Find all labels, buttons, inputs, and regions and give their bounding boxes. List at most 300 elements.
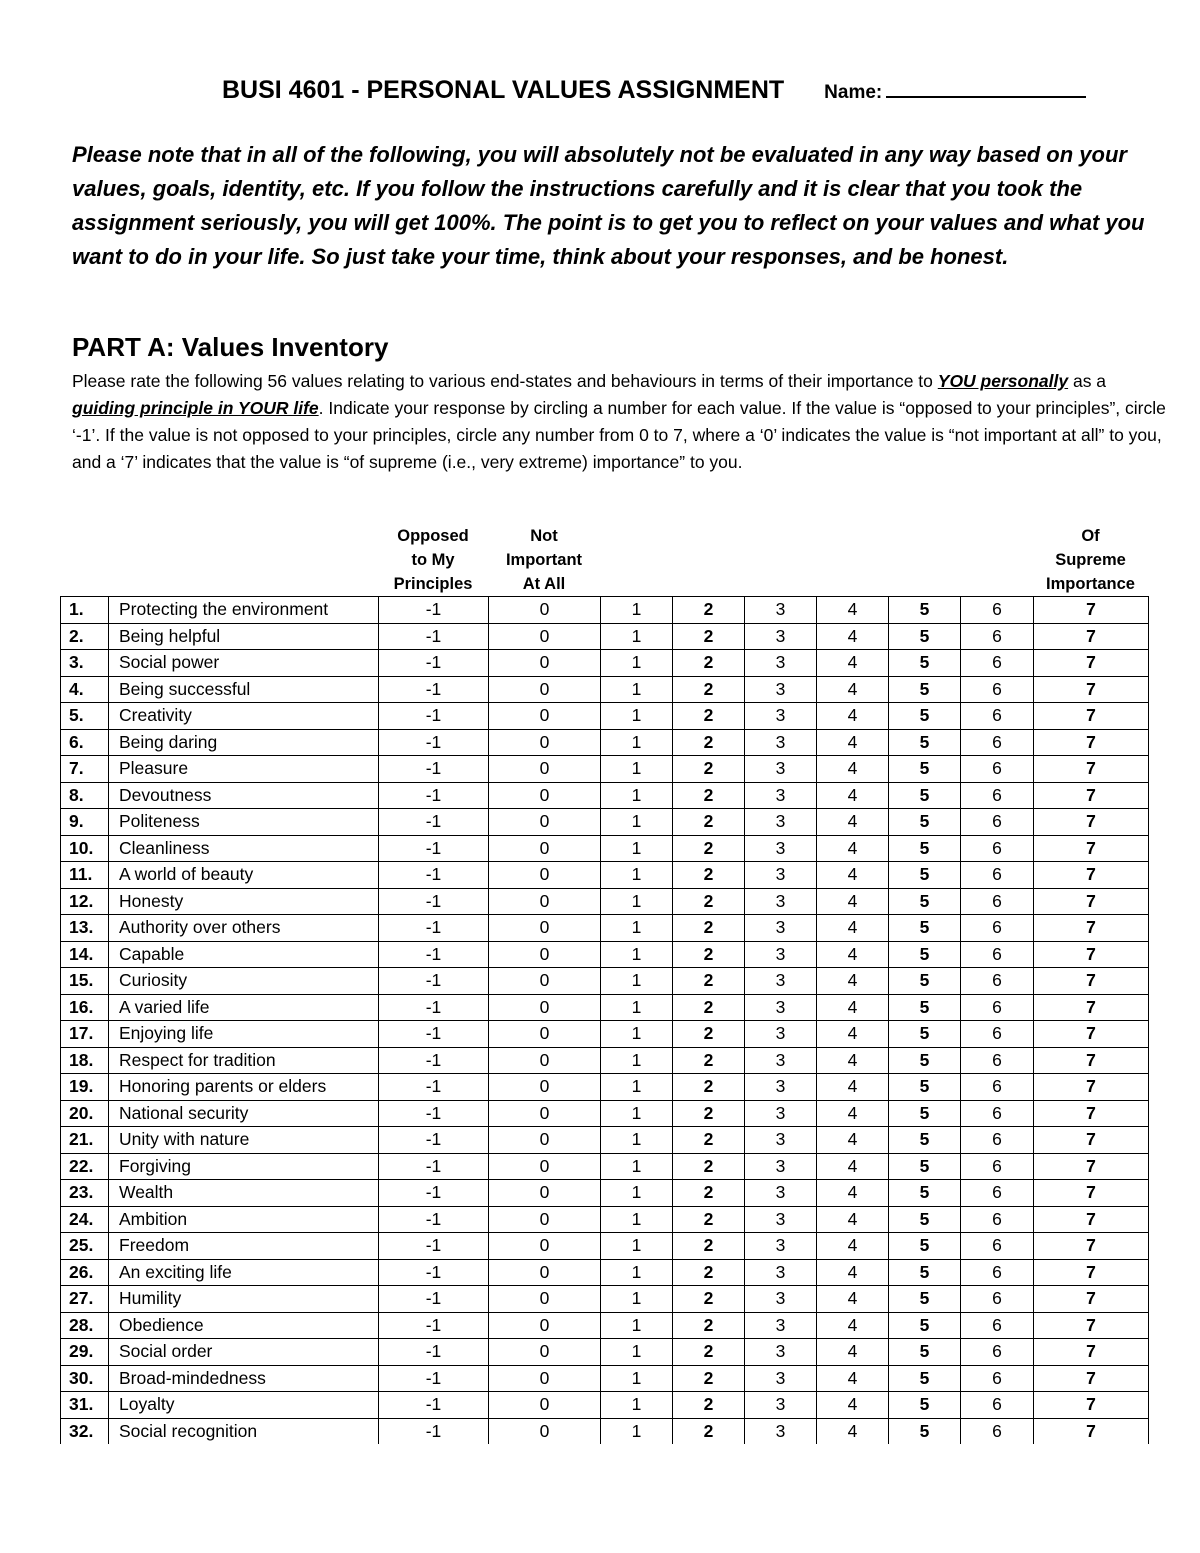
rating-option[interactable]: -1 — [379, 968, 489, 995]
rating-option[interactable]: 7 — [1034, 756, 1149, 783]
rating-option[interactable]: 7 — [1034, 1021, 1149, 1048]
rating-option[interactable]: 6 — [961, 862, 1034, 889]
rating-option[interactable]: 0 — [489, 756, 601, 783]
rating-option[interactable]: 1 — [601, 1127, 673, 1154]
rating-option[interactable]: 6 — [961, 1074, 1034, 1101]
rating-option[interactable]: 7 — [1034, 1365, 1149, 1392]
rating-option[interactable]: 6 — [961, 1021, 1034, 1048]
rating-option[interactable]: -1 — [379, 1047, 489, 1074]
value-number: 28. — [61, 1312, 109, 1339]
rating-option[interactable]: 6 — [961, 782, 1034, 809]
rating-option[interactable]: 0 — [489, 1100, 601, 1127]
rating-option[interactable]: 0 — [489, 888, 601, 915]
rating-option[interactable]: 5 — [889, 756, 961, 783]
rating-option[interactable]: 2 — [673, 862, 745, 889]
rating-option[interactable]: 5 — [889, 1074, 961, 1101]
rating-option[interactable]: 1 — [601, 703, 673, 730]
rating-option[interactable]: 3 — [745, 1074, 817, 1101]
rating-option[interactable]: 6 — [961, 994, 1034, 1021]
rating-option[interactable]: 1 — [601, 623, 673, 650]
rating-option[interactable]: -1 — [379, 703, 489, 730]
rating-option[interactable]: 4 — [817, 1312, 889, 1339]
rating-option[interactable]: 7 — [1034, 1100, 1149, 1127]
rating-option[interactable]: 2 — [673, 994, 745, 1021]
rating-option[interactable]: -1 — [379, 1074, 489, 1101]
rating-option[interactable]: 0 — [489, 809, 601, 836]
rating-option[interactable]: 4 — [817, 1127, 889, 1154]
rating-option[interactable]: 5 — [889, 1206, 961, 1233]
rating-option[interactable]: 7 — [1034, 862, 1149, 889]
rating-option[interactable]: 4 — [817, 862, 889, 889]
rating-option[interactable]: 6 — [961, 1312, 1034, 1339]
rating-option[interactable]: 1 — [601, 650, 673, 677]
rating-option[interactable]: 2 — [673, 835, 745, 862]
rating-option[interactable]: 1 — [601, 915, 673, 942]
rating-option[interactable]: 6 — [961, 968, 1034, 995]
rating-option[interactable]: 7 — [1034, 782, 1149, 809]
rating-option[interactable]: -1 — [379, 1127, 489, 1154]
rating-option[interactable]: 0 — [489, 1418, 601, 1444]
rating-option[interactable]: -1 — [379, 1180, 489, 1207]
rating-option[interactable]: 4 — [817, 1418, 889, 1444]
rating-option[interactable]: -1 — [379, 1233, 489, 1260]
rating-option[interactable]: 7 — [1034, 1047, 1149, 1074]
rating-option[interactable]: 4 — [817, 650, 889, 677]
rating-option[interactable]: -1 — [379, 1365, 489, 1392]
rating-option[interactable]: 6 — [961, 1180, 1034, 1207]
rating-option[interactable]: 0 — [489, 915, 601, 942]
rating-option[interactable]: 2 — [673, 729, 745, 756]
rating-option[interactable]: 4 — [817, 1392, 889, 1419]
rating-option[interactable]: 1 — [601, 676, 673, 703]
rating-option[interactable]: -1 — [379, 1392, 489, 1419]
rating-option[interactable]: 6 — [961, 650, 1034, 677]
rating-option[interactable]: 1 — [601, 1021, 673, 1048]
rating-option[interactable]: 5 — [889, 597, 961, 624]
rating-option[interactable]: 0 — [489, 1312, 601, 1339]
rating-option[interactable]: 6 — [961, 1339, 1034, 1366]
rating-option[interactable]: 2 — [673, 1286, 745, 1313]
rating-option[interactable]: 0 — [489, 782, 601, 809]
rating-option[interactable]: 6 — [961, 1100, 1034, 1127]
rating-option[interactable]: 6 — [961, 676, 1034, 703]
rating-option[interactable]: 6 — [961, 1259, 1034, 1286]
rating-option[interactable]: 5 — [889, 1339, 961, 1366]
rating-option[interactable]: 4 — [817, 623, 889, 650]
rating-option[interactable]: 0 — [489, 994, 601, 1021]
rating-option[interactable]: 2 — [673, 1206, 745, 1233]
rating-option[interactable]: 0 — [489, 1021, 601, 1048]
rating-option[interactable]: 2 — [673, 1074, 745, 1101]
rating-option[interactable]: -1 — [379, 862, 489, 889]
rating-option[interactable]: 4 — [817, 1365, 889, 1392]
rating-option[interactable]: 0 — [489, 835, 601, 862]
rating-option[interactable]: 6 — [961, 703, 1034, 730]
value-label: Obedience — [109, 1312, 379, 1339]
rating-option[interactable]: 5 — [889, 809, 961, 836]
rating-option[interactable]: 2 — [673, 1312, 745, 1339]
rating-option[interactable]: 3 — [745, 941, 817, 968]
rating-option[interactable]: 2 — [673, 1100, 745, 1127]
rating-option[interactable]: -1 — [379, 888, 489, 915]
rating-option[interactable]: 3 — [745, 835, 817, 862]
rating-option[interactable]: 0 — [489, 1180, 601, 1207]
rating-option[interactable]: 2 — [673, 1127, 745, 1154]
rating-option[interactable]: 2 — [673, 597, 745, 624]
rating-option[interactable]: 6 — [961, 597, 1034, 624]
rating-option[interactable]: 7 — [1034, 915, 1149, 942]
rating-option[interactable]: 6 — [961, 888, 1034, 915]
rating-option[interactable]: 0 — [489, 650, 601, 677]
table-row — [61, 703, 1149, 730]
rating-option[interactable]: 5 — [889, 650, 961, 677]
rating-option[interactable]: 2 — [673, 1392, 745, 1419]
rating-option[interactable]: 4 — [817, 1206, 889, 1233]
rating-option[interactable]: 7 — [1034, 623, 1149, 650]
rating-option[interactable]: 5 — [889, 994, 961, 1021]
rating-option[interactable]: 7 — [1034, 835, 1149, 862]
rating-option[interactable]: 0 — [489, 941, 601, 968]
rating-option[interactable]: 3 — [745, 1312, 817, 1339]
rating-option[interactable]: 1 — [601, 968, 673, 995]
rating-option[interactable]: 3 — [745, 862, 817, 889]
rating-option[interactable]: 5 — [889, 1180, 961, 1207]
rating-option[interactable]: 3 — [745, 782, 817, 809]
rating-option[interactable]: 3 — [745, 1180, 817, 1207]
rating-option[interactable]: -1 — [379, 1312, 489, 1339]
rating-option[interactable]: 0 — [489, 1259, 601, 1286]
rating-option[interactable]: 4 — [817, 809, 889, 836]
rating-option[interactable]: -1 — [379, 782, 489, 809]
rating-option[interactable]: 2 — [673, 888, 745, 915]
rating-option[interactable]: 3 — [745, 1047, 817, 1074]
rating-option[interactable]: 0 — [489, 1047, 601, 1074]
rating-option[interactable]: 4 — [817, 703, 889, 730]
rating-option[interactable]: -1 — [379, 994, 489, 1021]
rating-option[interactable]: 5 — [889, 1127, 961, 1154]
rating-option[interactable]: 0 — [489, 676, 601, 703]
rating-option[interactable]: 6 — [961, 623, 1034, 650]
column-header-line: At All — [522, 575, 566, 593]
rating-option[interactable]: 3 — [745, 915, 817, 942]
table-row — [61, 941, 1149, 968]
rating-option[interactable]: 1 — [601, 756, 673, 783]
rating-option[interactable]: 3 — [745, 676, 817, 703]
rating-option[interactable]: -1 — [379, 1021, 489, 1048]
rating-option[interactable]: 5 — [889, 835, 961, 862]
rating-option[interactable]: 2 — [673, 968, 745, 995]
rating-option[interactable]: 1 — [601, 1074, 673, 1101]
rating-option[interactable]: 1 — [601, 782, 673, 809]
rating-option[interactable]: 5 — [889, 1259, 961, 1286]
rating-option[interactable]: 1 — [601, 1259, 673, 1286]
rating-option[interactable]: 7 — [1034, 1286, 1149, 1313]
rating-option[interactable]: 1 — [601, 1392, 673, 1419]
table-row — [61, 1233, 1149, 1260]
rating-option[interactable]: 6 — [961, 756, 1034, 783]
rating-option[interactable]: 6 — [961, 1206, 1034, 1233]
rating-option[interactable]: 2 — [673, 676, 745, 703]
rating-option[interactable]: 4 — [817, 968, 889, 995]
rating-option[interactable]: 4 — [817, 1021, 889, 1048]
rating-option[interactable]: 1 — [601, 888, 673, 915]
rating-option[interactable]: 4 — [817, 1180, 889, 1207]
rating-option[interactable]: -1 — [379, 915, 489, 942]
rating-option[interactable]: 1 — [601, 941, 673, 968]
rating-option[interactable]: 0 — [489, 1233, 601, 1260]
rating-option[interactable]: 0 — [489, 703, 601, 730]
rating-option[interactable]: 4 — [817, 597, 889, 624]
rating-option[interactable]: 3 — [745, 1418, 817, 1444]
rating-option[interactable]: 7 — [1034, 676, 1149, 703]
rating-option[interactable]: -1 — [379, 1339, 489, 1366]
rating-option[interactable]: 3 — [745, 729, 817, 756]
rating-option[interactable]: 1 — [601, 835, 673, 862]
rating-option[interactable]: 0 — [489, 1206, 601, 1233]
rating-option[interactable]: 3 — [745, 1392, 817, 1419]
rating-option[interactable]: 1 — [601, 1365, 673, 1392]
rating-option[interactable]: 4 — [817, 1233, 889, 1260]
rating-option[interactable]: 4 — [817, 1100, 889, 1127]
rating-option[interactable]: 5 — [889, 862, 961, 889]
rating-option[interactable]: 7 — [1034, 729, 1149, 756]
rating-option[interactable]: 3 — [745, 1100, 817, 1127]
rating-option[interactable]: 5 — [889, 729, 961, 756]
value-number: 22. — [61, 1153, 109, 1180]
rating-option[interactable]: 4 — [817, 835, 889, 862]
rating-option[interactable]: 1 — [601, 1206, 673, 1233]
rating-option[interactable]: 2 — [673, 809, 745, 836]
rating-option[interactable]: 5 — [889, 915, 961, 942]
rating-option[interactable]: 7 — [1034, 809, 1149, 836]
rating-option[interactable]: 0 — [489, 597, 601, 624]
rating-option[interactable]: 0 — [489, 1153, 601, 1180]
rating-option[interactable]: -1 — [379, 1418, 489, 1444]
rating-option[interactable]: 3 — [745, 1127, 817, 1154]
rating-option[interactable]: 7 — [1034, 597, 1149, 624]
rating-option[interactable]: 7 — [1034, 1074, 1149, 1101]
rating-option[interactable]: 2 — [673, 941, 745, 968]
rating-option[interactable]: 2 — [673, 1259, 745, 1286]
rating-option[interactable]: -1 — [379, 809, 489, 836]
rating-option[interactable]: 3 — [745, 1153, 817, 1180]
rating-option[interactable]: 5 — [889, 1418, 961, 1444]
rating-option[interactable]: 7 — [1034, 1180, 1149, 1207]
rating-option[interactable]: 3 — [745, 888, 817, 915]
rating-option[interactable]: 2 — [673, 1339, 745, 1366]
rating-option[interactable]: 7 — [1034, 703, 1149, 730]
rating-option[interactable]: 3 — [745, 1286, 817, 1313]
rating-option[interactable]: -1 — [379, 835, 489, 862]
rating-option[interactable]: 5 — [889, 1365, 961, 1392]
rating-option[interactable]: 5 — [889, 782, 961, 809]
rating-option[interactable]: 6 — [961, 1047, 1034, 1074]
rating-option[interactable]: 2 — [673, 623, 745, 650]
rating-option[interactable]: 2 — [673, 1365, 745, 1392]
rating-option[interactable]: 2 — [673, 1153, 745, 1180]
rating-option[interactable]: 5 — [889, 1047, 961, 1074]
rating-option[interactable]: 6 — [961, 809, 1034, 836]
rating-option[interactable]: 0 — [489, 1392, 601, 1419]
rating-option[interactable]: 3 — [745, 994, 817, 1021]
rating-option[interactable]: 2 — [673, 1233, 745, 1260]
rating-option[interactable]: 7 — [1034, 650, 1149, 677]
rating-option[interactable]: 5 — [889, 968, 961, 995]
rating-option[interactable]: 1 — [601, 1100, 673, 1127]
rating-option[interactable]: -1 — [379, 623, 489, 650]
rating-option[interactable]: 0 — [489, 968, 601, 995]
rating-option[interactable]: 4 — [817, 941, 889, 968]
rating-option[interactable]: -1 — [379, 676, 489, 703]
rating-option[interactable]: -1 — [379, 1100, 489, 1127]
rating-option[interactable]: 7 — [1034, 1259, 1149, 1286]
rating-option[interactable]: 7 — [1034, 1339, 1149, 1366]
rating-option[interactable]: 1 — [601, 809, 673, 836]
rating-option[interactable]: 4 — [817, 1339, 889, 1366]
rating-option[interactable]: 3 — [745, 1233, 817, 1260]
rating-option[interactable]: 0 — [489, 1074, 601, 1101]
rating-option[interactable]: 1 — [601, 1286, 673, 1313]
rating-option[interactable]: 2 — [673, 782, 745, 809]
rating-option[interactable]: 7 — [1034, 1418, 1149, 1444]
rating-option[interactable]: 7 — [1034, 888, 1149, 915]
rating-option[interactable]: 5 — [889, 1100, 961, 1127]
rating-option[interactable]: 4 — [817, 888, 889, 915]
rating-option[interactable]: 3 — [745, 1021, 817, 1048]
rating-option[interactable]: 5 — [889, 623, 961, 650]
rating-option[interactable]: 1 — [601, 1153, 673, 1180]
rating-option[interactable]: 1 — [601, 1418, 673, 1444]
rating-option[interactable]: 3 — [745, 650, 817, 677]
rating-option[interactable]: 4 — [817, 729, 889, 756]
rating-option[interactable]: 1 — [601, 1339, 673, 1366]
rating-option[interactable]: -1 — [379, 1286, 489, 1313]
rating-option[interactable]: 3 — [745, 756, 817, 783]
rating-option[interactable]: 1 — [601, 1233, 673, 1260]
rating-option[interactable]: 6 — [961, 1418, 1034, 1444]
rating-option[interactable]: 5 — [889, 1392, 961, 1419]
rating-option[interactable]: 7 — [1034, 1206, 1149, 1233]
rating-option[interactable]: 6 — [961, 1153, 1034, 1180]
rating-option[interactable]: 1 — [601, 1312, 673, 1339]
rating-option[interactable]: 6 — [961, 1286, 1034, 1313]
rating-option[interactable]: 3 — [745, 1259, 817, 1286]
rating-option[interactable]: 7 — [1034, 1153, 1149, 1180]
rating-option[interactable]: 4 — [817, 994, 889, 1021]
rating-option[interactable]: 0 — [489, 1339, 601, 1366]
rating-option[interactable]: 5 — [889, 1312, 961, 1339]
rating-option[interactable]: 1 — [601, 597, 673, 624]
rating-option[interactable]: 7 — [1034, 994, 1149, 1021]
rating-option[interactable]: 0 — [489, 729, 601, 756]
rating-option[interactable]: 5 — [889, 703, 961, 730]
rating-option[interactable]: 6 — [961, 1233, 1034, 1260]
rating-option[interactable]: 7 — [1034, 1233, 1149, 1260]
rating-option[interactable]: 7 — [1034, 941, 1149, 968]
rating-option[interactable]: 1 — [601, 862, 673, 889]
rating-option[interactable]: 0 — [489, 623, 601, 650]
rating-option[interactable]: -1 — [379, 597, 489, 624]
rating-option[interactable]: 7 — [1034, 968, 1149, 995]
rating-option[interactable]: 2 — [673, 1047, 745, 1074]
rating-option[interactable]: 7 — [1034, 1392, 1149, 1419]
rating-option[interactable]: 5 — [889, 1021, 961, 1048]
rating-option[interactable]: 3 — [745, 703, 817, 730]
rating-option[interactable]: 3 — [745, 1365, 817, 1392]
rating-option[interactable]: -1 — [379, 1259, 489, 1286]
rating-option[interactable]: 3 — [745, 623, 817, 650]
rating-option[interactable]: 4 — [817, 1286, 889, 1313]
rating-option[interactable]: 4 — [817, 1153, 889, 1180]
rating-option[interactable]: -1 — [379, 729, 489, 756]
rating-option[interactable]: 2 — [673, 1180, 745, 1207]
rating-option[interactable]: 1 — [601, 994, 673, 1021]
rating-option[interactable]: 3 — [745, 1206, 817, 1233]
rating-option[interactable]: -1 — [379, 1206, 489, 1233]
column-header-line: Supreme — [1055, 551, 1126, 569]
rating-option[interactable]: -1 — [379, 756, 489, 783]
rating-option[interactable]: -1 — [379, 650, 489, 677]
rating-option[interactable]: 6 — [961, 1127, 1034, 1154]
rating-option[interactable]: 1 — [601, 1047, 673, 1074]
rating-option[interactable]: 3 — [745, 1339, 817, 1366]
rating-option[interactable]: 0 — [489, 862, 601, 889]
rating-option[interactable]: 5 — [889, 941, 961, 968]
rating-option[interactable]: 5 — [889, 1233, 961, 1260]
rating-option[interactable]: 0 — [489, 1127, 601, 1154]
rating-option[interactable]: -1 — [379, 1153, 489, 1180]
rating-option[interactable]: 5 — [889, 888, 961, 915]
value-number: 30. — [61, 1365, 109, 1392]
rating-option[interactable]: 4 — [817, 756, 889, 783]
rating-option[interactable]: 4 — [817, 1259, 889, 1286]
rating-option[interactable]: 4 — [817, 676, 889, 703]
rating-option[interactable]: 3 — [745, 968, 817, 995]
rating-option[interactable]: 0 — [489, 1365, 601, 1392]
rating-option[interactable]: 6 — [961, 915, 1034, 942]
rating-option[interactable]: 6 — [961, 835, 1034, 862]
rating-option[interactable]: 6 — [961, 941, 1034, 968]
rating-option[interactable]: 5 — [889, 676, 961, 703]
rating-option[interactable]: 2 — [673, 650, 745, 677]
value-number: 4. — [61, 676, 109, 703]
rating-option[interactable]: 7 — [1034, 1127, 1149, 1154]
rating-option[interactable]: 4 — [817, 915, 889, 942]
rating-option[interactable]: 1 — [601, 729, 673, 756]
rating-option[interactable]: 3 — [745, 597, 817, 624]
rating-option[interactable]: 7 — [1034, 1312, 1149, 1339]
rating-option[interactable]: 3 — [745, 809, 817, 836]
rating-option[interactable]: 6 — [961, 1365, 1034, 1392]
rating-option[interactable]: 5 — [889, 1286, 961, 1313]
rating-option[interactable]: 4 — [817, 1047, 889, 1074]
rating-option[interactable]: 4 — [817, 1074, 889, 1101]
rating-option[interactable]: 2 — [673, 1021, 745, 1048]
rating-option[interactable]: 0 — [489, 1286, 601, 1313]
rating-option[interactable]: 6 — [961, 729, 1034, 756]
rating-option[interactable]: 4 — [817, 782, 889, 809]
rating-option[interactable]: 5 — [889, 1153, 961, 1180]
rating-option[interactable]: 2 — [673, 915, 745, 942]
rating-option[interactable]: 1 — [601, 1180, 673, 1207]
value-label: Honoring parents or elders — [109, 1074, 379, 1101]
rating-option[interactable]: -1 — [379, 941, 489, 968]
rating-option[interactable]: 2 — [673, 1418, 745, 1444]
value-number: 18. — [61, 1047, 109, 1074]
rating-option[interactable]: 6 — [961, 1392, 1034, 1419]
rating-option[interactable]: 2 — [673, 703, 745, 730]
rating-option[interactable]: 2 — [673, 756, 745, 783]
